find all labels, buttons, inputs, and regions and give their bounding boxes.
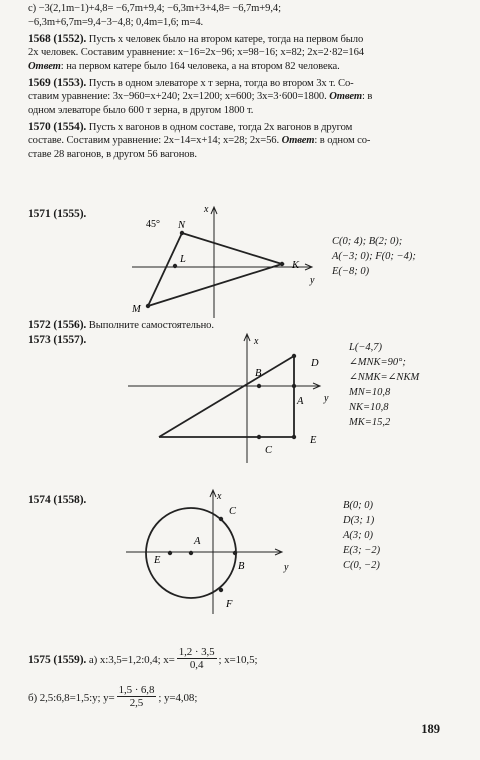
given-1574: B(0; 0) D(3; 1) A(3; 0) E(3; −2) C(0, −2) xyxy=(343,500,381,571)
given-1573: L(−4,7) ∠MNK=90°; ∠NMK=∠NKM MN=10,8 NK=10,8 MK=15,2 xyxy=(349,342,420,428)
point-a xyxy=(189,551,193,555)
given-1571: C(0; 4); B(2; 0); A(−3; 0); F(0; −4); E(−8; 0) xyxy=(332,236,416,277)
axis-label-y: y xyxy=(310,275,315,286)
problem-1570-line-3: ставе 28 вагонов, в другом 56 вагонов. xyxy=(28,149,197,160)
problem-1572: 1572 (1556). Выполните самостоятельно. xyxy=(28,319,214,331)
text-line-1: с) −3(2,1m−1)+4,8= −6,7m+9,4; −6,3m+3+4,8= −6,7m+9,4; xyxy=(28,3,281,14)
axis-label-x: x xyxy=(217,491,222,502)
label-b: B xyxy=(255,368,262,379)
problem-1568-line-3: Ответ: на первом катере было 164 человека, а на втором 82 человека. xyxy=(28,61,340,72)
label-d: D xyxy=(311,358,319,369)
problem-number: 1575 (1559). xyxy=(28,654,87,667)
axis-label-x: x xyxy=(204,204,209,215)
problem-1575-b: б) 2,5:6,8=1,5:y; y= $\frac{1,5 \cdot 6,8}{2,5}$ ; y=4,08; xyxy=(28,684,198,709)
problem-1569-line-2: ставим уравнение: 3x−960=x+240; 2x=1200; x=600; 3x=3·600=1800. Ответ: в xyxy=(28,91,373,102)
label-c: C xyxy=(229,506,237,517)
point-e xyxy=(168,551,172,555)
label-k: K xyxy=(292,260,300,271)
problem-1568-line-2: 2x человек. Составим уравнение: x−16=2x−96; x=98−16; x=82; 2x=2·82=164 xyxy=(28,47,364,58)
problem-1569-line-1: 1569 (1553). Пусть в одном элеваторе x т зерна, тогда во втором 3x т. Со- xyxy=(28,77,354,89)
text-line-2: −6,3m+6,7m=9,4−3−4,8; 0,4m=1,6; m=4. xyxy=(28,17,204,28)
page-number: 189 xyxy=(421,722,440,736)
axis-label-y: y xyxy=(324,393,329,404)
label-l: L xyxy=(180,254,186,265)
problem-1568-line-1: 1568 (1552). Пусть x человек было на втором катере, тогда на первом было xyxy=(28,33,364,45)
label-n: N xyxy=(178,220,186,231)
axis-label-y: y xyxy=(284,562,289,573)
label-c: C xyxy=(265,445,273,456)
label-m: M xyxy=(132,304,141,315)
label-e: E xyxy=(310,435,317,446)
axis-label-x: x xyxy=(254,336,259,347)
problem-1570-line-1: 1570 (1554). Пусть x вагонов в одном составе, тогда 2x вагонов в другом xyxy=(28,121,353,133)
problem-1571-title: 1571 (1555). xyxy=(28,208,87,220)
problem-1573-title: 1573 (1557). xyxy=(28,334,87,346)
problem-1570-line-2: составе. Составим уравнение: 2x−14=x+14; x=28; 2x=56. Ответ: в одном со- xyxy=(28,135,371,146)
label-a: A xyxy=(194,536,201,547)
problem-number: 1570 (1554). xyxy=(28,121,87,133)
problem-1569-line-3: одном элеваторе было 600 т зерна, в другом 1800 т. xyxy=(28,105,254,116)
fraction-b: $\frac{1,5 \cdot 6,8}{2,5}$ xyxy=(118,684,155,709)
label-f: F xyxy=(226,599,233,610)
point-b xyxy=(233,551,237,555)
problem-1575-a: 1575 (1559). а) x:3,5=1,2:0,4; x= $\frac{1,2 \cdot 3,5}{0,4}$ ; x=10,5; xyxy=(28,646,258,671)
fraction-a: $\frac{1,2 \cdot 3,5}{0,4}$ xyxy=(178,646,215,671)
problem-number: 1568 (1552). xyxy=(28,33,87,45)
point-f xyxy=(219,588,223,592)
angle-label: 45° xyxy=(146,219,160,230)
problem-number: 1569 (1553). xyxy=(28,77,87,89)
problem-1574-title: 1574 (1558). xyxy=(28,494,87,506)
label-a: A xyxy=(297,396,304,407)
label-e: E xyxy=(154,555,161,566)
label-b: B xyxy=(238,561,245,572)
point-c xyxy=(219,517,223,521)
problem-number: 1572 (1556). xyxy=(28,319,87,331)
